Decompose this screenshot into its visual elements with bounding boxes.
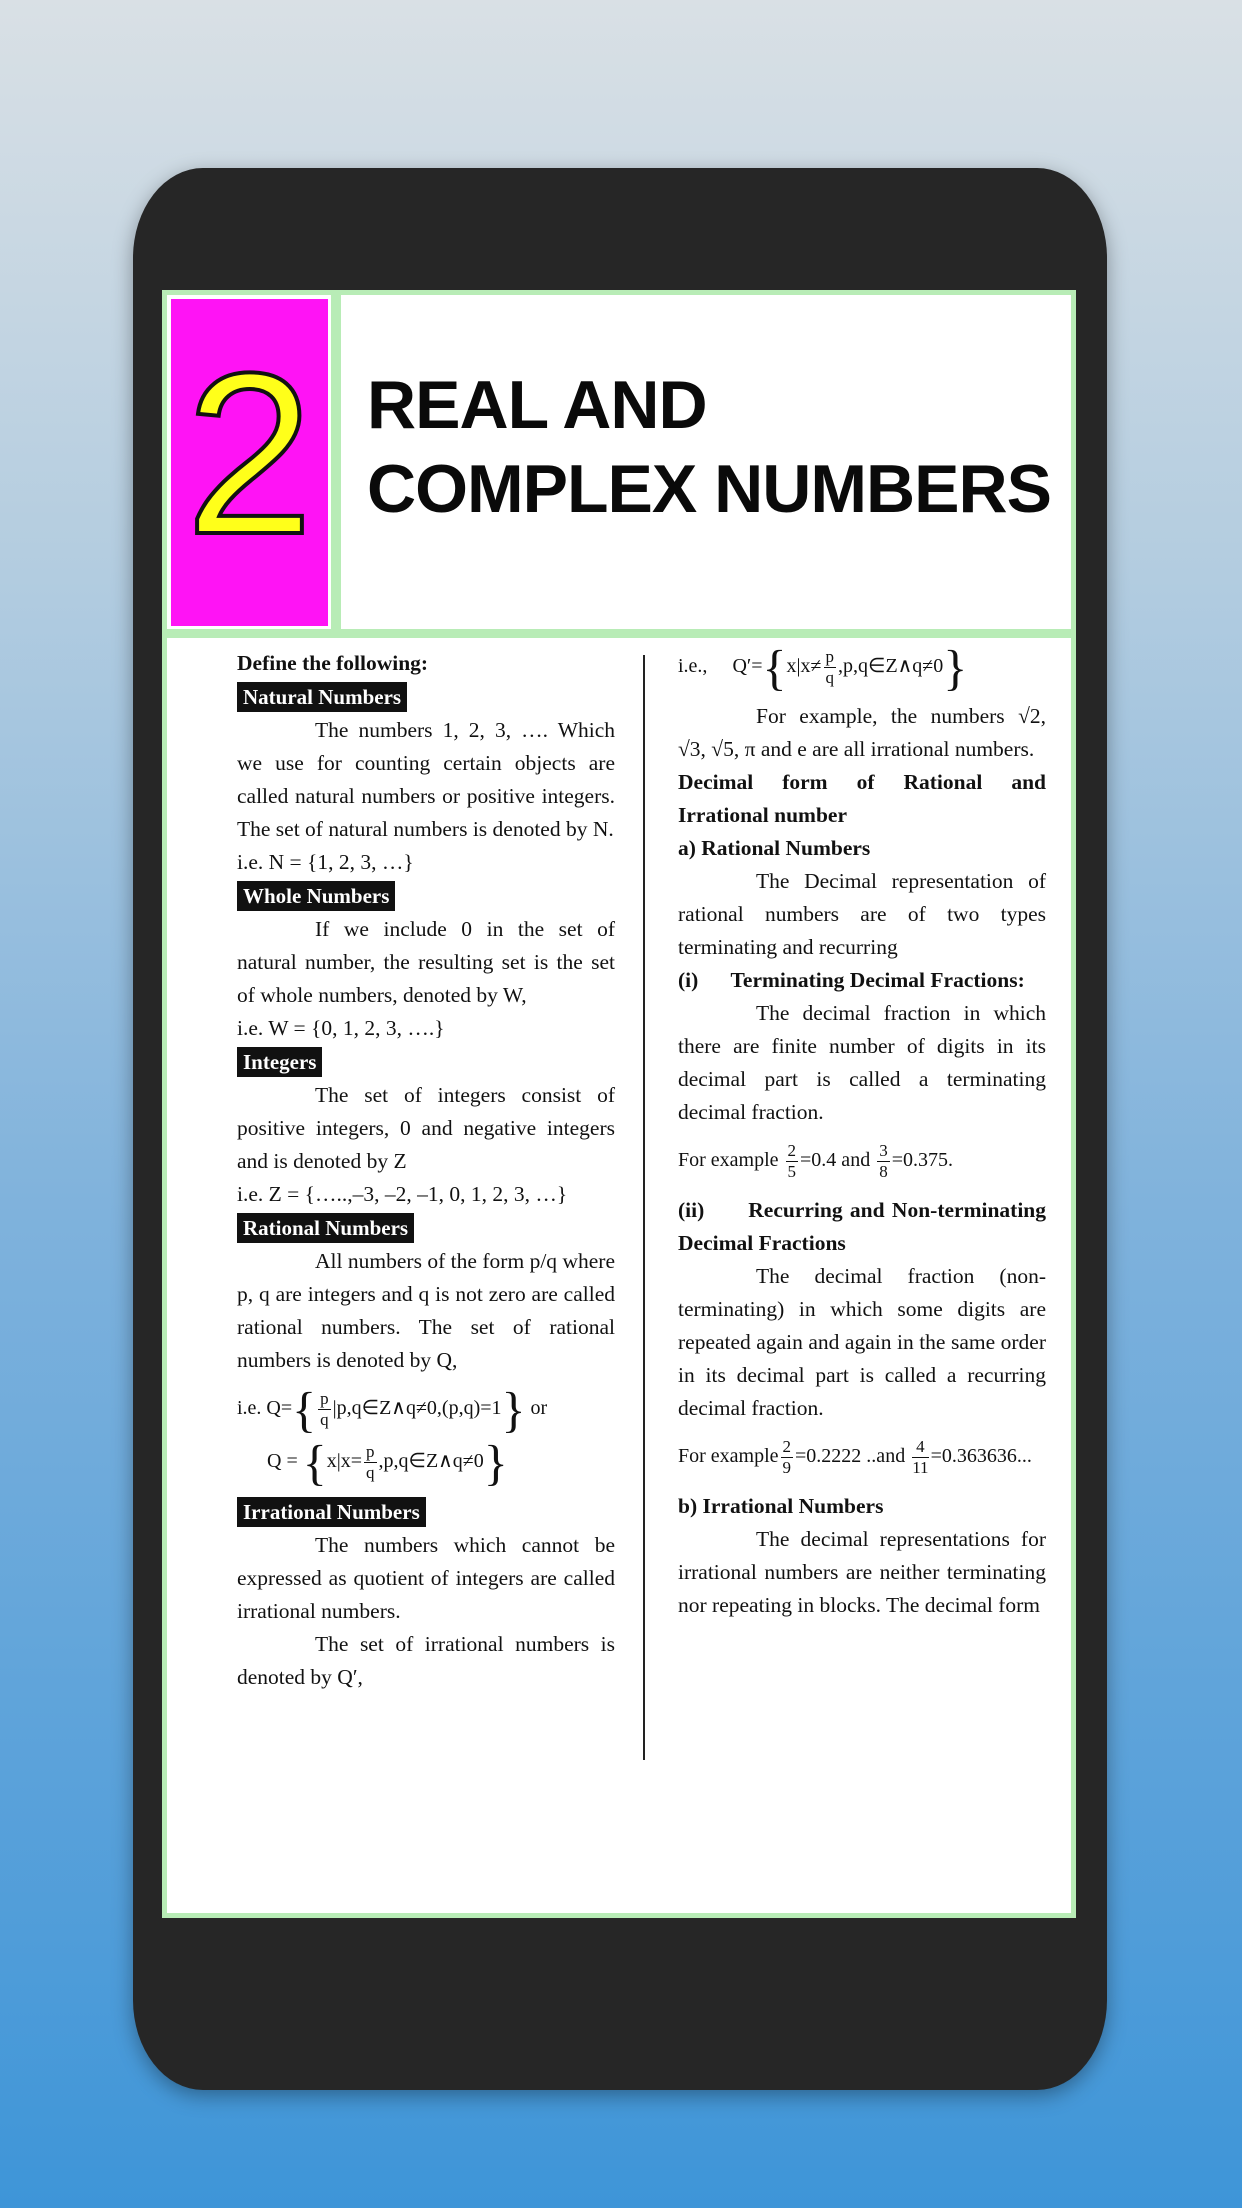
irrational-numbers-text-2: The set of irrational numbers is denoted by Q′, [237,1632,615,1689]
fraction: $\frac{2}{9}$ [782,1437,792,1477]
terminating-heading: (i) Terminating Decimal Fractions: [678,968,1025,992]
q-definition-1: i.e. Q={ $\frac{p}{q}$ |p,q∈Z∧q≠0,(p,q)=1} or [237,1381,548,1438]
rational-subtext: The Decimal representation of rational numbers are of two types terminating and recurring [678,869,1046,959]
fraction: $\frac{2}{5}$ [787,1141,797,1181]
terminating-text: The decimal fraction in which there are finite number of digits in its decimal part is called a terminating decimal fraction. [678,1001,1046,1124]
recurring-example: For example $\frac{2}{9}$ =0.2222 ..and $\frac{4}{11}$ =0.363636... [678,1437,1032,1477]
chapter-number-box [171,299,328,626]
right-column [678,639,1046,1622]
q-prime-definition: i.e., Q′={x|x≠ $\frac{p}{q}$ ,p,q∈Z∧q≠0} [678,639,968,696]
rational-numbers-heading: Rational Numbers [237,1213,414,1243]
irrational-subheading: b) Irrational Numbers [678,1494,884,1518]
chapter-title-line1: REAL AND [367,367,707,443]
rational-numbers-text: All numbers of the form p/q where p, q are integers and q is not zero are called rational numbers. The set of rational numbers is denoted by Q, [237,1249,615,1372]
fraction: $\frac{p}{q}$ [320,1389,329,1429]
integers-set: i.e. Z = {…..,–3, –2, –1, 0, 1, 2, 3, …} [237,1182,568,1206]
whole-numbers-set: i.e. W = {0, 1, 2, 3, ….} [237,1016,445,1040]
recurring-text: The decimal fraction (non-terminating) in which some digits are repeated again and again in the same order in its decimal part is called a recurring decimal fraction. [678,1264,1046,1420]
integers-heading: Integers [237,1047,322,1077]
q-definition-2: Q = {x|x= $\frac{p}{q}$ ,p,q∈Z∧q≠0} [267,1434,508,1491]
irrational-subtext: The decimal representations for irrational numbers are neither terminating nor repeating in blocks. The decimal form [678,1527,1046,1617]
irrational-example-text: For example, the numbers √2, √3, √5, π and e are all irrational numbers. [678,704,1046,761]
whole-numbers-text: If we include 0 in the set of natural number, the resulting set is the set of whole numbers, denoted by W, [237,917,615,1007]
natural-numbers-heading: Natural Numbers [237,682,407,712]
recurring-heading: (ii) Recurring and Non-terminating Decimal Fractions [678,1198,1046,1255]
natural-numbers-text: The numbers 1, 2, 3, …. Which we use for counting certain objects are called natural numbers or positive integers. The set of natural numbers is denoted by N. [237,718,615,841]
column-divider [643,655,645,1760]
fraction: $\frac{4}{11}$ [912,1437,929,1477]
irrational-numbers-heading: Irrational Numbers [237,1497,426,1527]
fraction: $\frac{p}{q}$ [366,1442,375,1482]
book-page [162,290,1076,1918]
terminating-example: For example $\frac{2}{5}$ =0.4 and $\frac{3}{8}$ =0.375. [678,1141,953,1181]
rational-subheading: a) Rational Numbers [678,836,871,860]
chapter-title-line2: COMPLEX NUMBERS [367,451,1051,527]
chapter-divider [331,295,341,629]
chapter-number: 2 [185,325,314,582]
irrational-numbers-text-1: The numbers which cannot be expressed as quotient of integers are called irrational numbers. [237,1533,615,1623]
chapter-header [167,295,1071,638]
natural-numbers-set: i.e. N = {1, 2, 3, …} [237,850,414,874]
left-column [237,647,615,1694]
decimal-form-heading: Decimal form of Rational and Irrational number [678,770,1046,827]
integers-text: The set of integers consist of positive integers, 0 and negative integers and is denoted by Z [237,1083,615,1173]
fraction: $\frac{p}{q}$ [825,647,835,687]
fraction: $\frac{3}{8}$ [879,1141,888,1181]
define-heading: Define the following: [237,651,429,675]
whole-numbers-heading: Whole Numbers [237,881,395,911]
chapter-title [367,363,1067,531]
